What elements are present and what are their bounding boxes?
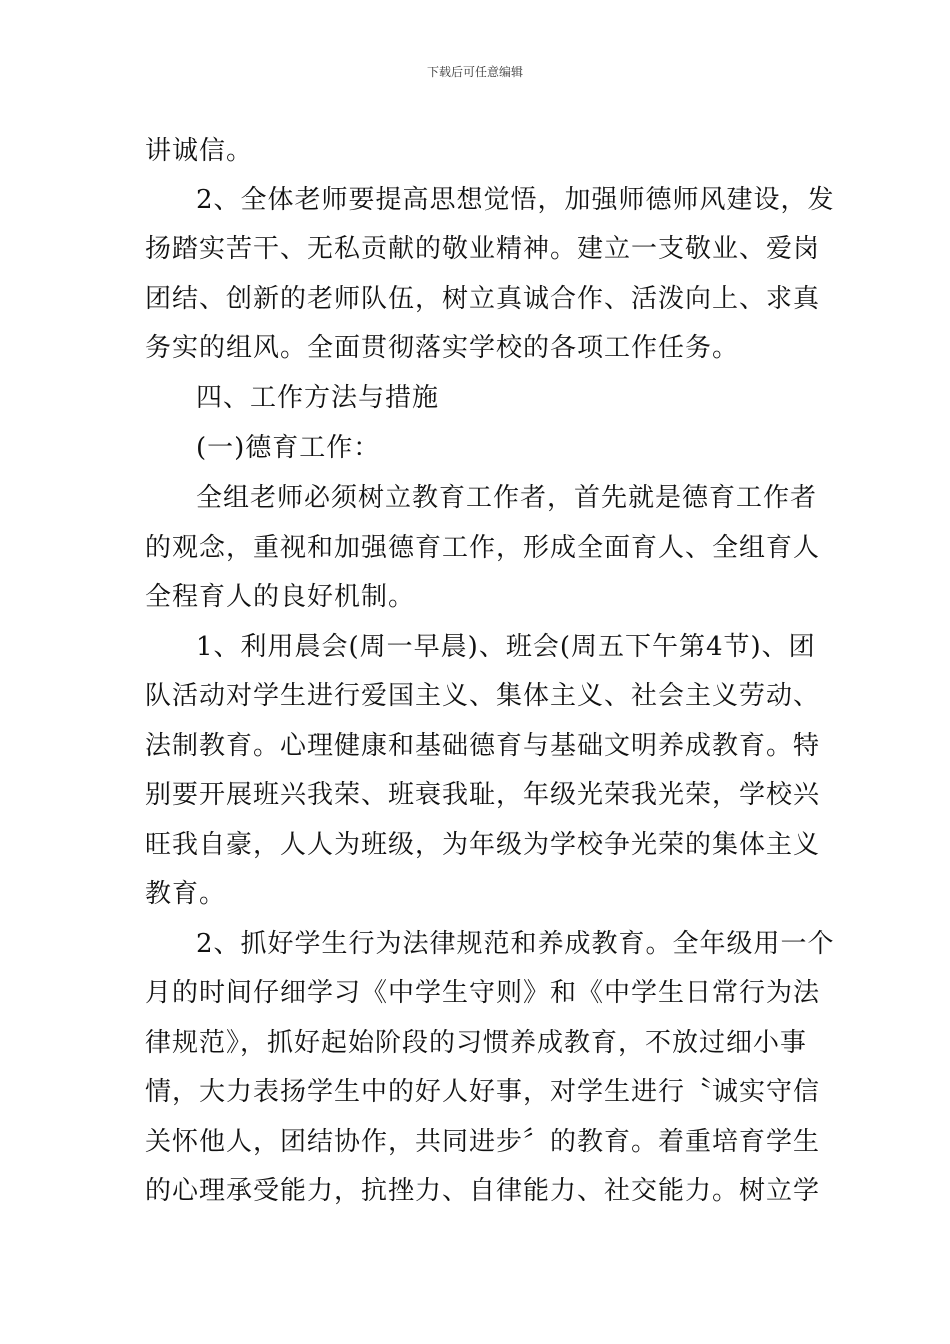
text-line: 2、全体老师要提高思想觉悟，加强师德师风建设，发: [196, 185, 835, 215]
text-line: 讲诚信。: [145, 136, 254, 166]
text-line: 的观念，重视和加强德育工作，形成全面育人、全组育人: [145, 533, 821, 563]
text-line: 扬踏实苦干、无私贡献的敬业精神。建立一支敬业、爱岗: [145, 234, 821, 264]
text-line: 教育。: [145, 879, 227, 909]
text-line: 团结、创新的老师队伍，树立真诚合作、活泼向上、求真: [145, 284, 821, 314]
text-line: 全程育人的良好机制。: [145, 582, 416, 612]
text-line: 别要开展班兴我荣、班衰我耻，年级光荣我光荣，学校兴: [145, 780, 821, 810]
subsection-heading: (一)德育工作：: [196, 433, 381, 463]
text-line: 关怀他人，团结协作，共同进步〞的教育。着重培育学生: [145, 1127, 821, 1157]
text-line: 律规范》，抓好起始阶段的习惯养成教育，不放过细小事: [145, 1028, 808, 1058]
text-line: 情，大力表扬学生中的好人好事，对学生进行〝诚实守信: [145, 1077, 821, 1107]
section-heading: 四、工作方法与措施: [196, 383, 440, 413]
text-line: 法制教育。心理健康和基础德育与基础文明养成教育。特: [145, 731, 821, 761]
text-line: 2、抓好学生行为法律规范和养成教育。全年级用一个: [196, 929, 835, 959]
page-header: 下载后可任意编辑: [426, 65, 523, 79]
text-line: 1、利用晨会(周一早晨)、班会(周五下午第4节)、团: [196, 632, 816, 662]
text-line: 队活动对学生进行爱国主义、集体主义、社会主义劳动、: [145, 681, 821, 711]
text-line: 务实的组风。全面贯彻落实学校的各项工作任务。: [145, 333, 740, 363]
text-line: 旺我自豪，人人为班级，为年级为学校争光荣的集体主义: [145, 830, 821, 860]
text-line: 月的时间仔细学习《中学生守则》和《中学生日常行为法: [145, 978, 821, 1008]
text-line: 全组老师必须树立教育工作者，首先就是德育工作者: [196, 483, 818, 513]
text-line: 的心理承受能力，抗挫力、自律能力、社交能力。树立学: [145, 1176, 821, 1206]
